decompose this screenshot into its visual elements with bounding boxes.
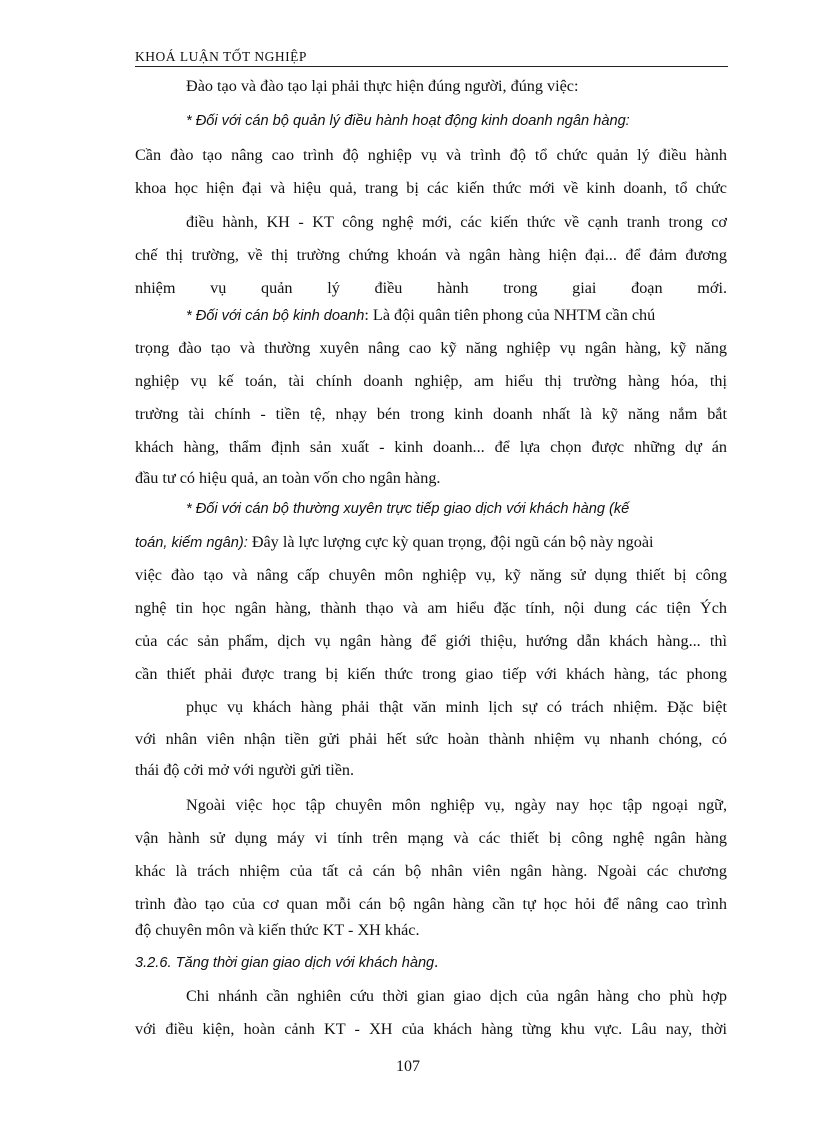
text-line: nghiệp vụ kế toán, tài chính doanh nghiệp, am hiểu thị trường hàng hóa, thị	[135, 372, 727, 390]
text-line: khoa học hiện đại và hiệu quả, trang bị các kiến thức mới về kinh doanh, tổ chức	[135, 179, 727, 197]
text-line: Ngoài việc học tập chuyên môn nghiệp vụ, ngày nay học tập ngoại ngữ,	[186, 796, 727, 814]
text-line: cần thiết phải được trang bị kiến thức trong giao tiếp với khách hàng, tác phong	[135, 665, 727, 683]
text-line: nhiệm vụ quản lý điều hành trong giai đoạn mới.	[135, 279, 727, 297]
heading-text: 3.2.6. Tăng thời gian giao dịch với khách hàng	[135, 955, 435, 971]
text-line: vận hành sử dụng máy vi tính trên mạng và các thiết bị công nghệ ngân hàng	[135, 829, 727, 847]
text-line: khác là trách nhiệm của tất cả cán bộ nhân viên ngân hàng. Ngoài các chương	[135, 862, 727, 880]
text-line: thái độ cởi mở với người gửi tiền.	[135, 761, 355, 779]
text-line	[135, 532, 654, 553]
text-line: với điều kiện, hoàn cảnh KT - XH của khách hàng từng khu vực. Lâu nay, thời	[135, 1020, 727, 1038]
text-line: độ chuyên môn và kiến thức KT - XH khác.	[135, 921, 420, 939]
text-line: việc đào tạo và nâng cấp chuyên môn nghiệp vụ, kỹ năng sử dụng thiết bị công	[135, 566, 727, 584]
page-number: 107	[396, 1058, 420, 1075]
section-label: toán, kiểm ngân):	[135, 535, 248, 551]
text-line: của các sản phẩm, dịch vụ ngân hàng để giới thiệu, hướng dẫn khách hàng... thì	[135, 632, 727, 650]
text-line: đầu tư có hiệu quả, an toàn vốn cho ngân hàng.	[135, 469, 441, 487]
text-line: với nhân viên nhận tiền gửi phải hết sức hoàn thành nhiệm vụ nhanh chóng, có	[135, 730, 727, 748]
heading-period: .	[434, 953, 439, 971]
text-line: khách hàng, thẩm định sản xuất - kinh doanh... để lựa chọn được những dự án	[135, 438, 727, 456]
text-line: trình đào tạo của cơ quan mỗi cán bộ ngân hàng cần tự học hỏi để nâng cao trình	[135, 895, 727, 913]
text-line: Cần đào tạo nâng cao trình độ nghiệp vụ và trình độ tổ chức quản lý điều hành	[135, 146, 727, 164]
page-header: KHOÁ LUẬN TỐT NGHIỆP	[135, 50, 728, 67]
text-line: nghệ tin học ngân hàng, thành thạo và am hiểu đặc tính, nội dung các tiện Ých	[135, 599, 727, 617]
text-span: : Là đội quân tiên phong của NHTM cần chú	[364, 306, 656, 324]
text-line: Đào tạo và đào tạo lại phải thực hiện đúng người, đúng việc:	[186, 77, 579, 95]
section-label: * Đối với cán bộ thường xuyên trực tiếp giao dịch với khách hàng (kế	[186, 501, 630, 517]
text-line: trọng đào tạo và thường xuyên nâng cao kỹ năng nghiệp vụ ngân hàng, kỹ năng	[135, 339, 727, 357]
section-heading	[135, 952, 438, 973]
section-label: * Đối với cán bộ quản lý điều hành hoạt động kinh doanh ngân hàng:	[186, 113, 630, 129]
section-label: * Đối với cán bộ kinh doanh	[186, 308, 365, 324]
text-line: điều hành, KH - KT công nghệ mới, các kiến thức về cạnh tranh trong cơ	[186, 213, 727, 231]
text-line: chế thị trường, về thị trường chứng khoán và ngân hàng hiện đại... để đảm đương	[135, 246, 727, 264]
text-line: Chi nhánh cần nghiên cứu thời gian giao dịch của ngân hàng cho phù hợp	[186, 987, 727, 1005]
text-span: Đây là lực lượng cực kỳ quan trọng, đội ngũ cán bộ này ngoài	[247, 533, 654, 551]
text-line	[186, 305, 655, 326]
text-line: trường tài chính - tiền tệ, nhạy bén trong kinh doanh nhất là kỹ năng nắm bắt	[135, 405, 727, 423]
text-line: phục vụ khách hàng phải thật văn minh lịch sự có trách nhiệm. Đặc biệt	[186, 698, 727, 716]
